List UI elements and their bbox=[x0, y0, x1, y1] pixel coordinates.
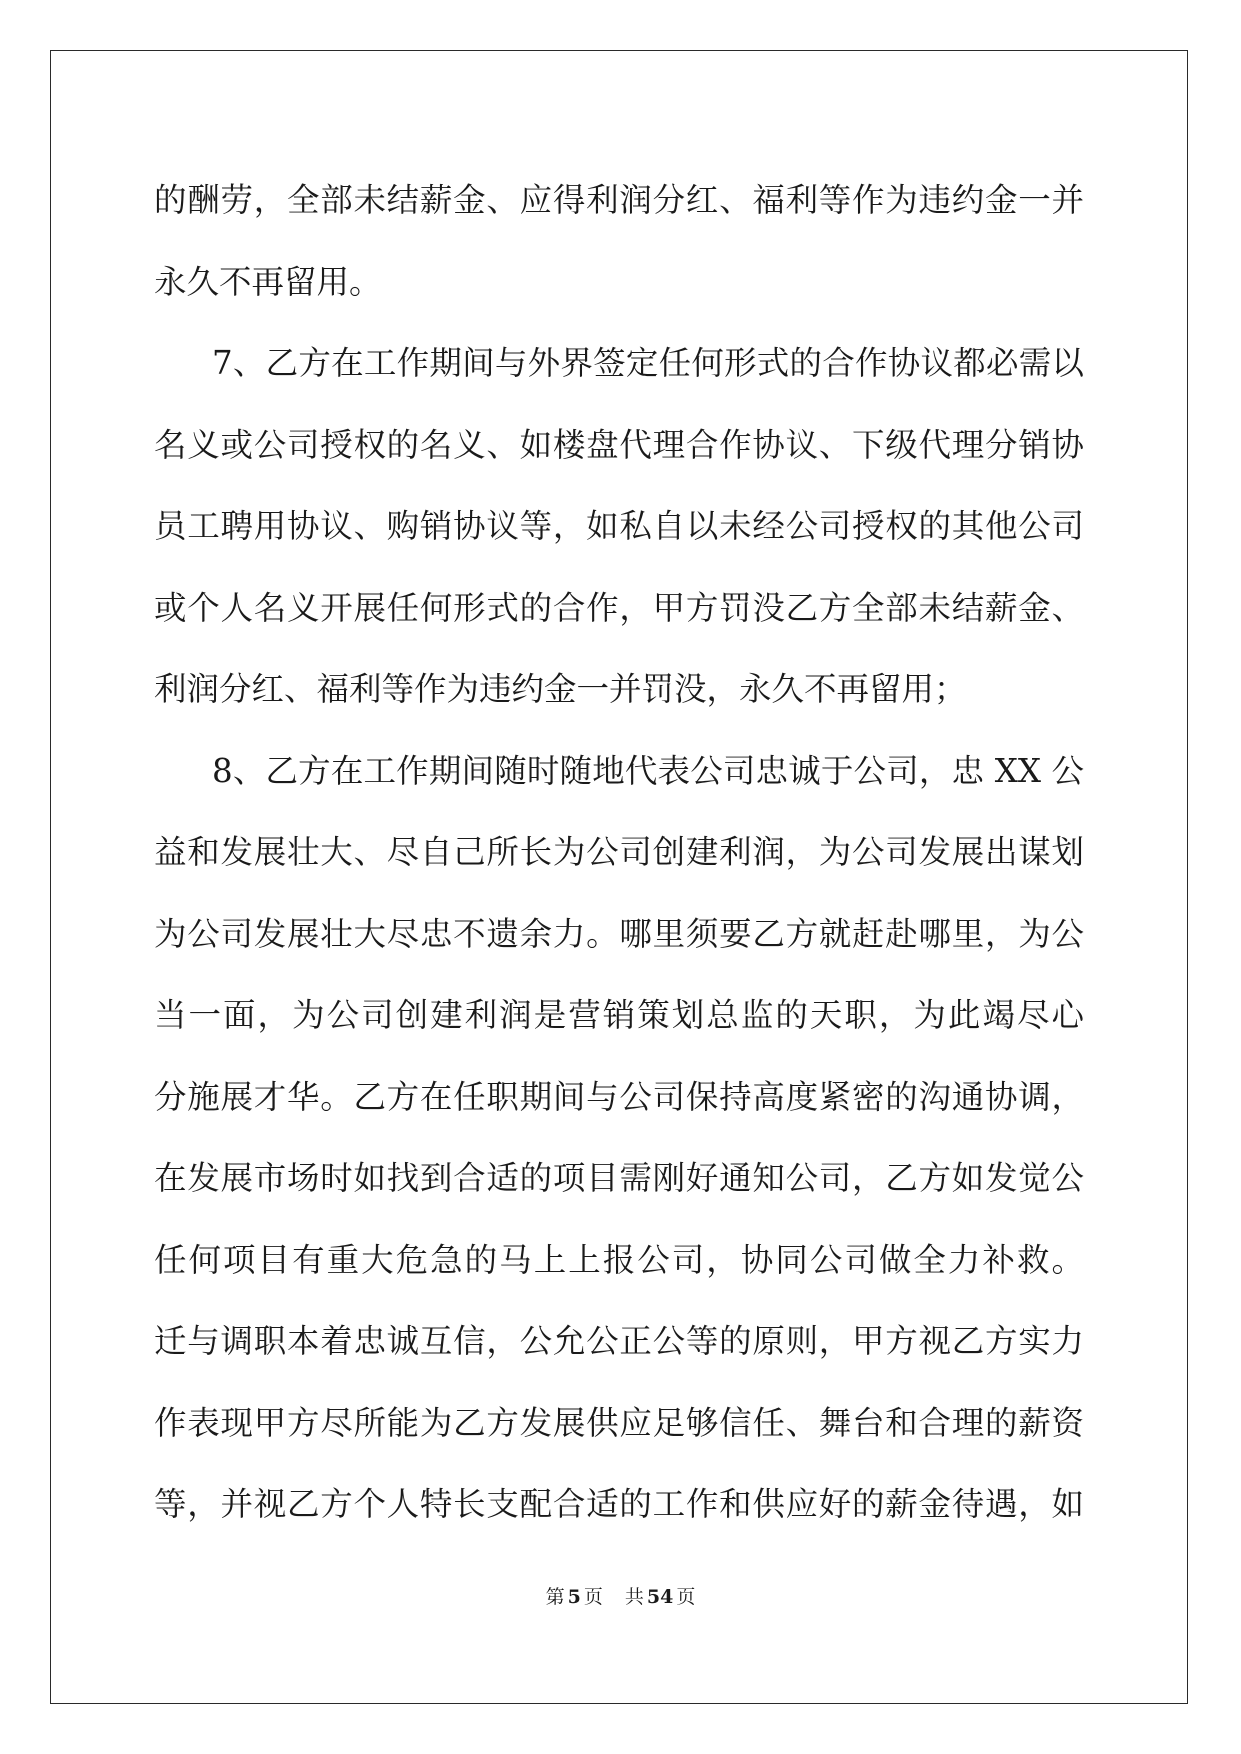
text-line-9: 益和发展壮大、尽自己所长为公司创建利润，为公司发展出谋划 bbox=[154, 833, 1084, 871]
text-line-5: 员工聘用协议、购销协议等，如私自以未经公司授权的其他公司 bbox=[154, 507, 1084, 545]
page-suffix: 页 bbox=[583, 1586, 603, 1608]
text-line-16: 作表现甲方尽所能为乙方发展供应足够信任、舞台和合理的薪资 bbox=[154, 1403, 1084, 1442]
text-line-8: 8、乙方在工作期间随时随地代表公司忠诚于公司，忠 XX 公 bbox=[212, 751, 1084, 790]
page-footer bbox=[0, 1582, 1241, 1609]
document-body bbox=[154, 160, 1084, 1546]
text-line-13: 在发展市场时如找到合适的项目需刚好通知公司，乙方如发觉公 bbox=[154, 1159, 1084, 1197]
total-suffix: 页 bbox=[676, 1586, 696, 1608]
page-number: 5 bbox=[567, 1586, 581, 1608]
text-line-6: 或个人名义开展任何形式的合作，甲方罚没乙方全部未结薪金、 bbox=[154, 588, 1084, 627]
total-prefix: 共 bbox=[624, 1586, 644, 1608]
total-pages: 54 bbox=[646, 1586, 674, 1608]
text-line-3: 7、乙方在工作期间与外界签定任何形式的合作协议都必需以 bbox=[212, 344, 1084, 382]
text-line-2: 永久不再留用。 bbox=[154, 262, 382, 301]
text-line-10: 为公司发展壮大尽忠不遗余力。哪里须要乙方就赶赴哪里，为公 bbox=[154, 914, 1084, 953]
page-prefix: 第 bbox=[545, 1586, 565, 1608]
text-line-14: 任何项目有重大危急的马上上报公司，协同公司做全力补救。 bbox=[154, 1240, 1084, 1279]
text-line-11: 当一面，为公司创建利润是营销策划总监的天职，为此竭尽心 bbox=[154, 996, 1084, 1034]
text-line-12: 分施展才华。乙方在任职期间与公司保持高度紧密的沟通协调， bbox=[154, 1077, 1084, 1116]
text-line-1: 的酬劳，全部未结薪金、应得利润分红、福利等作为违约金一并 bbox=[154, 181, 1084, 219]
text-line-15: 迁与调职本着忠诚互信，公允公正公等的原则，甲方视乙方实力 bbox=[154, 1322, 1084, 1360]
text-line-4: 名义或公司授权的名义、如楼盘代理合作协议、下级代理分销协 bbox=[154, 425, 1084, 464]
text-line-17: 等，并视乙方个人特长支配合适的工作和供应好的薪金待遇，如 bbox=[154, 1485, 1084, 1523]
text-line-7: 利润分红、福利等作为违约金一并罚没，永久不再留用； bbox=[154, 670, 967, 708]
